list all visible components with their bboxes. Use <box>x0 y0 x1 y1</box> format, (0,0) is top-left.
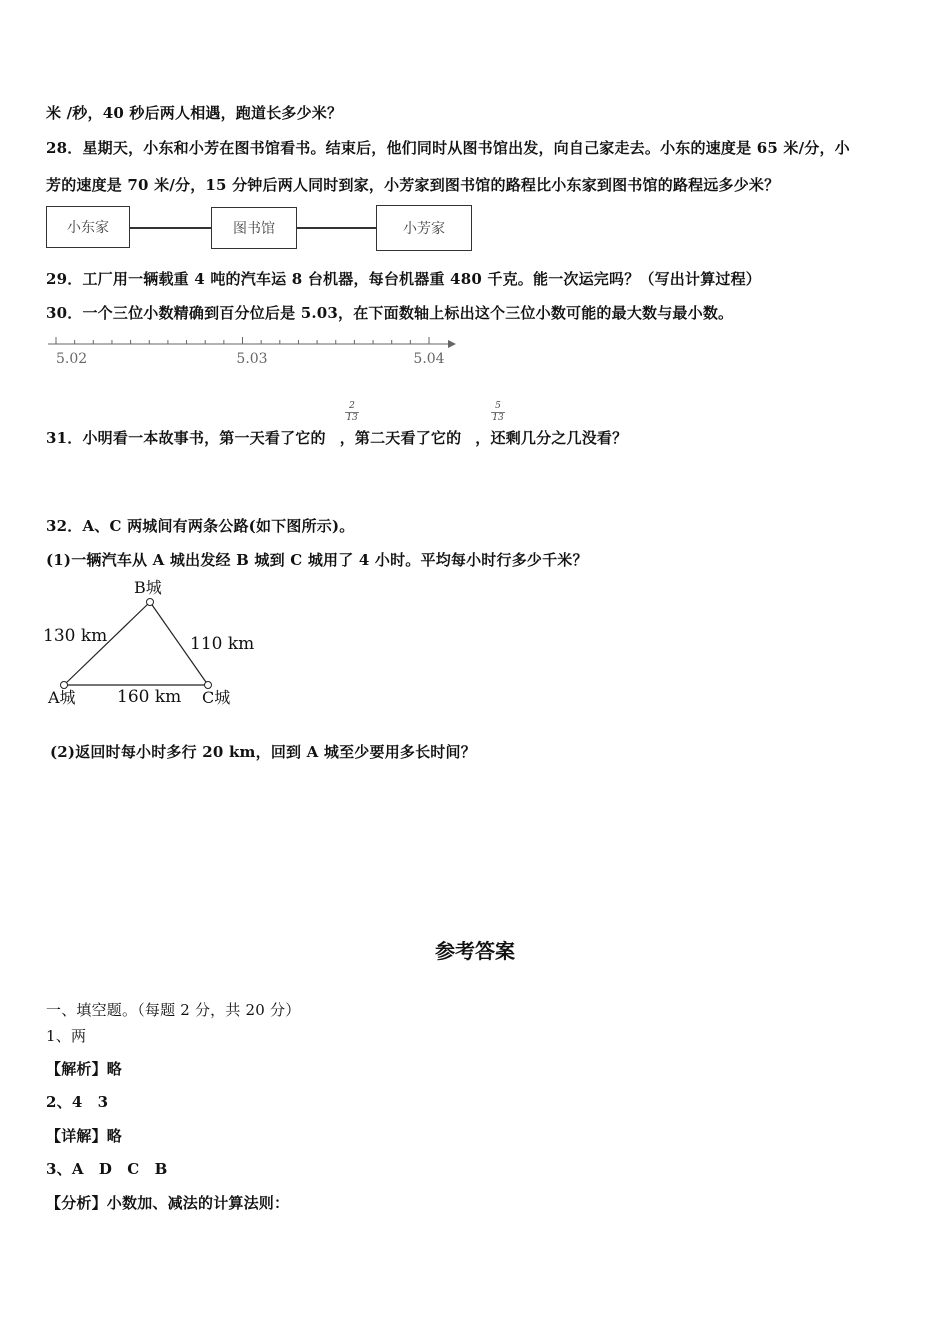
label-ab-distance: 130 km <box>43 626 108 646</box>
q29-text: 29．工厂用一辆载重 4 吨的汽车运 8 台机器，每台机器重 480 千克。能一次运完吗？（写出计算过程） <box>46 270 761 288</box>
answer-2: 2、4 3 <box>46 1093 109 1111</box>
label-b-city: B城 <box>134 578 162 597</box>
answers-section-heading: 一、填空题。（每题 2 分，共 20 分） <box>46 1001 301 1019</box>
axis-label-5.03: 5.03 <box>236 351 268 367</box>
q31-part1: 31．小明看一本故事书，第一天看了它的 <box>46 429 326 447</box>
label-ac-distance: 160 km <box>117 687 182 707</box>
axis-label-5.02: 5.02 <box>56 351 88 367</box>
connector-line <box>297 227 376 229</box>
number-line[interactable] <box>44 334 464 370</box>
number-line-arrow <box>448 340 456 348</box>
q28-text-line2: 芳的速度是 70 米/分，15 分钟后两人同时到家，小芳家到图书馆的路程比小东家到图书馆的路程远多少米？ <box>46 176 780 194</box>
xiaofang-home-box: 小芳家 <box>376 205 472 251</box>
answer-3: 3、A D C B <box>46 1160 168 1178</box>
q32-sub2: (2)返回时每小时多行 20 km，回到 A 城至少要用多长时间？ <box>50 743 476 761</box>
fraction-2-13 <box>345 402 359 423</box>
xiaodong-home-box: 小东家 <box>46 206 130 248</box>
number-line-ticks <box>56 337 429 344</box>
fraction-denominator: 13 <box>492 413 504 423</box>
answer-3-note: 【分析】小数加、减法的计算法则： <box>46 1194 290 1212</box>
answers-title: 参考答案 <box>435 939 515 963</box>
fraction-5-13 <box>491 402 505 423</box>
library-box: 图书馆 <box>211 207 297 249</box>
q31-part2: ，第二天看了它的 <box>339 429 462 447</box>
q30-text: 30．一个三位小数精确到百分位后是 5.03，在下面数轴上标出这个三位小数可能的最大数与最小数。 <box>46 304 734 322</box>
label-bc-distance: 110 km <box>190 634 255 654</box>
answer-1-note: 【解析】略 <box>46 1060 123 1078</box>
q32-intro: 32．A、C 两城间有两条公路(如下图所示)。 <box>46 517 355 535</box>
answer-2-note: 【详解】略 <box>46 1127 123 1145</box>
q31-text <box>46 427 627 448</box>
fraction-numerator: 5 <box>495 401 501 411</box>
q32-sub1: (1)一辆汽车从 A 城出发经 B 城到 C 城用了 4 小时。平均每小时行多少千米？ <box>46 551 588 569</box>
label-c-city: C城 <box>202 688 231 707</box>
answer-1: 1、两 <box>46 1027 87 1045</box>
connector-line <box>130 227 211 229</box>
vertex-b <box>147 599 154 606</box>
q28-text-line1: 28．星期天，小东和小芳在图书馆看书。结束后，他们同时从图书馆出发，向自己家走去。小东的速度是 65 米/分，小 <box>46 139 850 157</box>
triangle-diagram <box>40 575 270 715</box>
q31-part3: ，还剩几分之几没看？ <box>475 429 628 447</box>
label-a-city: A城 <box>48 688 76 707</box>
fraction-denominator: 13 <box>346 413 358 423</box>
q27-text-tail: 米 /秒，40 秒后两人相遇，跑道长多少米？ <box>46 104 343 122</box>
axis-label-5.04: 5.04 <box>413 351 445 367</box>
fraction-numerator: 2 <box>349 401 355 411</box>
